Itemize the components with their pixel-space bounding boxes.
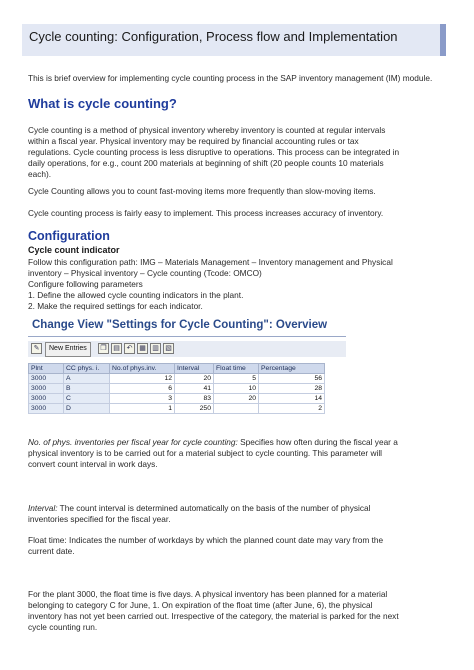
definition-line-4: daily operations, for e.g., count 200 materials at beginning of shift (20 people counts 10 materials — [28, 158, 384, 168]
settings-table — [28, 363, 325, 414]
sap-settings-screenshot — [28, 319, 346, 428]
table-row[interactable] — [29, 404, 325, 414]
config-path-line-2: inventory – Physical inventory – Cycle counting (Tcode: OMCO) — [28, 268, 262, 278]
deselect-all-icon[interactable]: ▧ — [163, 343, 174, 354]
config-step-2: 2. Make the required settings for each indicator. — [28, 301, 203, 311]
float-time-line-1: Float time: Indicates the number of workdays by which the planned count date may vary from the — [28, 535, 384, 545]
cell-percentage[interactable]: 28 — [259, 384, 325, 394]
phys-inventories-line-2: physical inventory is to be carried out for a material subject to cycle counting. This parameter will — [28, 448, 383, 458]
plant-example-line-2: belonging to category C for June, 1. On expiration of the float time (after June, 6), the physical — [28, 600, 373, 610]
cell-interval[interactable]: 83 — [175, 394, 214, 404]
undo-icon[interactable]: ↶ — [124, 343, 135, 354]
new-entries-button[interactable]: New Entries — [45, 342, 91, 357]
easy-implement-paragraph: Cycle counting process is fairly easy to implement. This process increases accuracy of inventory. — [28, 208, 384, 218]
cell-plnt[interactable]: 3000 — [29, 404, 64, 414]
interval-label: Interval: — [28, 503, 58, 513]
interval-text: The count interval is determined automatically on the basis of the number of physical — [57, 503, 371, 513]
cell-float-time[interactable]: 10 — [214, 384, 259, 394]
column-header-no-phys-inv[interactable]: No.of phys.inv. — [110, 364, 175, 374]
definition-line-1: Cycle counting is a method of physical inventory whereby inventory is counted at regular intervals — [28, 125, 386, 135]
cell-no-phys-inv[interactable]: 12 — [110, 374, 175, 384]
cell-float-time[interactable]: 5 — [214, 374, 259, 384]
cell-percentage[interactable]: 14 — [259, 394, 325, 404]
sap-screen-title: Change View "Settings for Cycle Counting": Overview — [32, 319, 328, 331]
title-banner — [22, 24, 446, 56]
section-heading-configuration: Configuration — [28, 229, 110, 243]
config-parameters-line: Configure following parameters — [28, 279, 143, 289]
cell-plnt[interactable]: 3000 — [29, 384, 64, 394]
cell-cc-phys[interactable]: B — [64, 384, 110, 394]
plant-example-line-4: cycle counting run. — [28, 622, 98, 632]
phys-inventories-text: Specifies how often during the fiscal year a — [237, 437, 398, 447]
cell-no-phys-inv[interactable]: 1 — [110, 404, 175, 414]
config-step-1: 1. Define the allowed cycle counting indicators in the plant. — [28, 290, 244, 300]
cell-float-time[interactable]: 20 — [214, 394, 259, 404]
select-block-icon[interactable]: ▥ — [150, 343, 161, 354]
phys-inventories-line-3: convert count interval in work days. — [28, 459, 158, 469]
definition-line-5: each). — [28, 169, 52, 179]
sap-title-divider — [28, 336, 346, 337]
column-header-interval[interactable]: Interval — [175, 364, 214, 374]
select-all-icon[interactable]: ▦ — [137, 343, 148, 354]
column-header-percentage[interactable]: Percentage — [259, 364, 325, 374]
cell-percentage[interactable]: 56 — [259, 374, 325, 384]
plant-example-line-1: For the plant 3000, the float time is five days. A physical inventory has been planned for a material — [28, 589, 388, 599]
interval-line-2: inventories specified for the fiscal year. — [28, 514, 171, 524]
page-title: Cycle counting: Configuration, Process flow and Implementation — [29, 29, 398, 44]
cell-plnt[interactable]: 3000 — [29, 394, 64, 404]
table-row[interactable] — [29, 384, 325, 394]
cell-float-time[interactable] — [214, 404, 259, 414]
section-heading-what-is: What is cycle counting? — [28, 96, 177, 111]
display-change-icon[interactable]: ✎ — [31, 343, 42, 354]
config-path-line-1: Follow this configuration path: IMG – Materials Management – Inventory management and Physical — [28, 257, 393, 267]
cell-cc-phys[interactable]: C — [64, 394, 110, 404]
cell-cc-phys[interactable]: A — [64, 374, 110, 384]
phys-inventories-label: No. of phys. inventories per fiscal year for cycle counting: — [28, 437, 238, 447]
float-time-line-2: current date. — [28, 546, 75, 556]
cell-interval[interactable]: 250 — [175, 404, 214, 414]
plant-example-line-3: inventory has not yet been carried out. Irrespective of the category, the material is parked for the next — [28, 611, 399, 621]
table-header-row — [29, 364, 325, 374]
phys-inventories-line-1 — [28, 437, 398, 448]
subheading-cycle-count-indicator: Cycle count indicator — [28, 245, 120, 255]
column-header-float-time[interactable]: Float time — [214, 364, 259, 374]
sap-toolbar — [28, 341, 346, 357]
cell-plnt[interactable]: 3000 — [29, 374, 64, 384]
definition-line-3: regulations. Cycle counting process is less disruptive to operations. This process can be integrated in — [28, 147, 400, 157]
intro-text: This is brief overview for implementing cycle counting process in the SAP inventory management (IM) module. — [28, 73, 433, 83]
cell-no-phys-inv[interactable]: 3 — [110, 394, 175, 404]
cell-interval[interactable]: 41 — [175, 384, 214, 394]
fast-moving-paragraph: Cycle Counting allows you to count fast-moving items more frequently than slow-moving items. — [28, 186, 376, 196]
cell-no-phys-inv[interactable]: 6 — [110, 384, 175, 394]
column-header-cc-phys[interactable]: CC phys. i. — [64, 364, 110, 374]
interval-line-1 — [28, 503, 371, 514]
cell-interval[interactable]: 20 — [175, 374, 214, 384]
column-header-plnt[interactable]: Plnt — [29, 364, 64, 374]
table-row[interactable] — [29, 394, 325, 404]
table-row[interactable] — [29, 374, 325, 384]
cell-percentage[interactable]: 2 — [259, 404, 325, 414]
copy-icon[interactable]: ❐ — [98, 343, 109, 354]
delete-icon[interactable]: ▤ — [111, 343, 122, 354]
cell-cc-phys[interactable]: D — [64, 404, 110, 414]
definition-line-2: within a fiscal year. Physical inventory may be required by financial accounting rules or tax — [28, 136, 359, 146]
